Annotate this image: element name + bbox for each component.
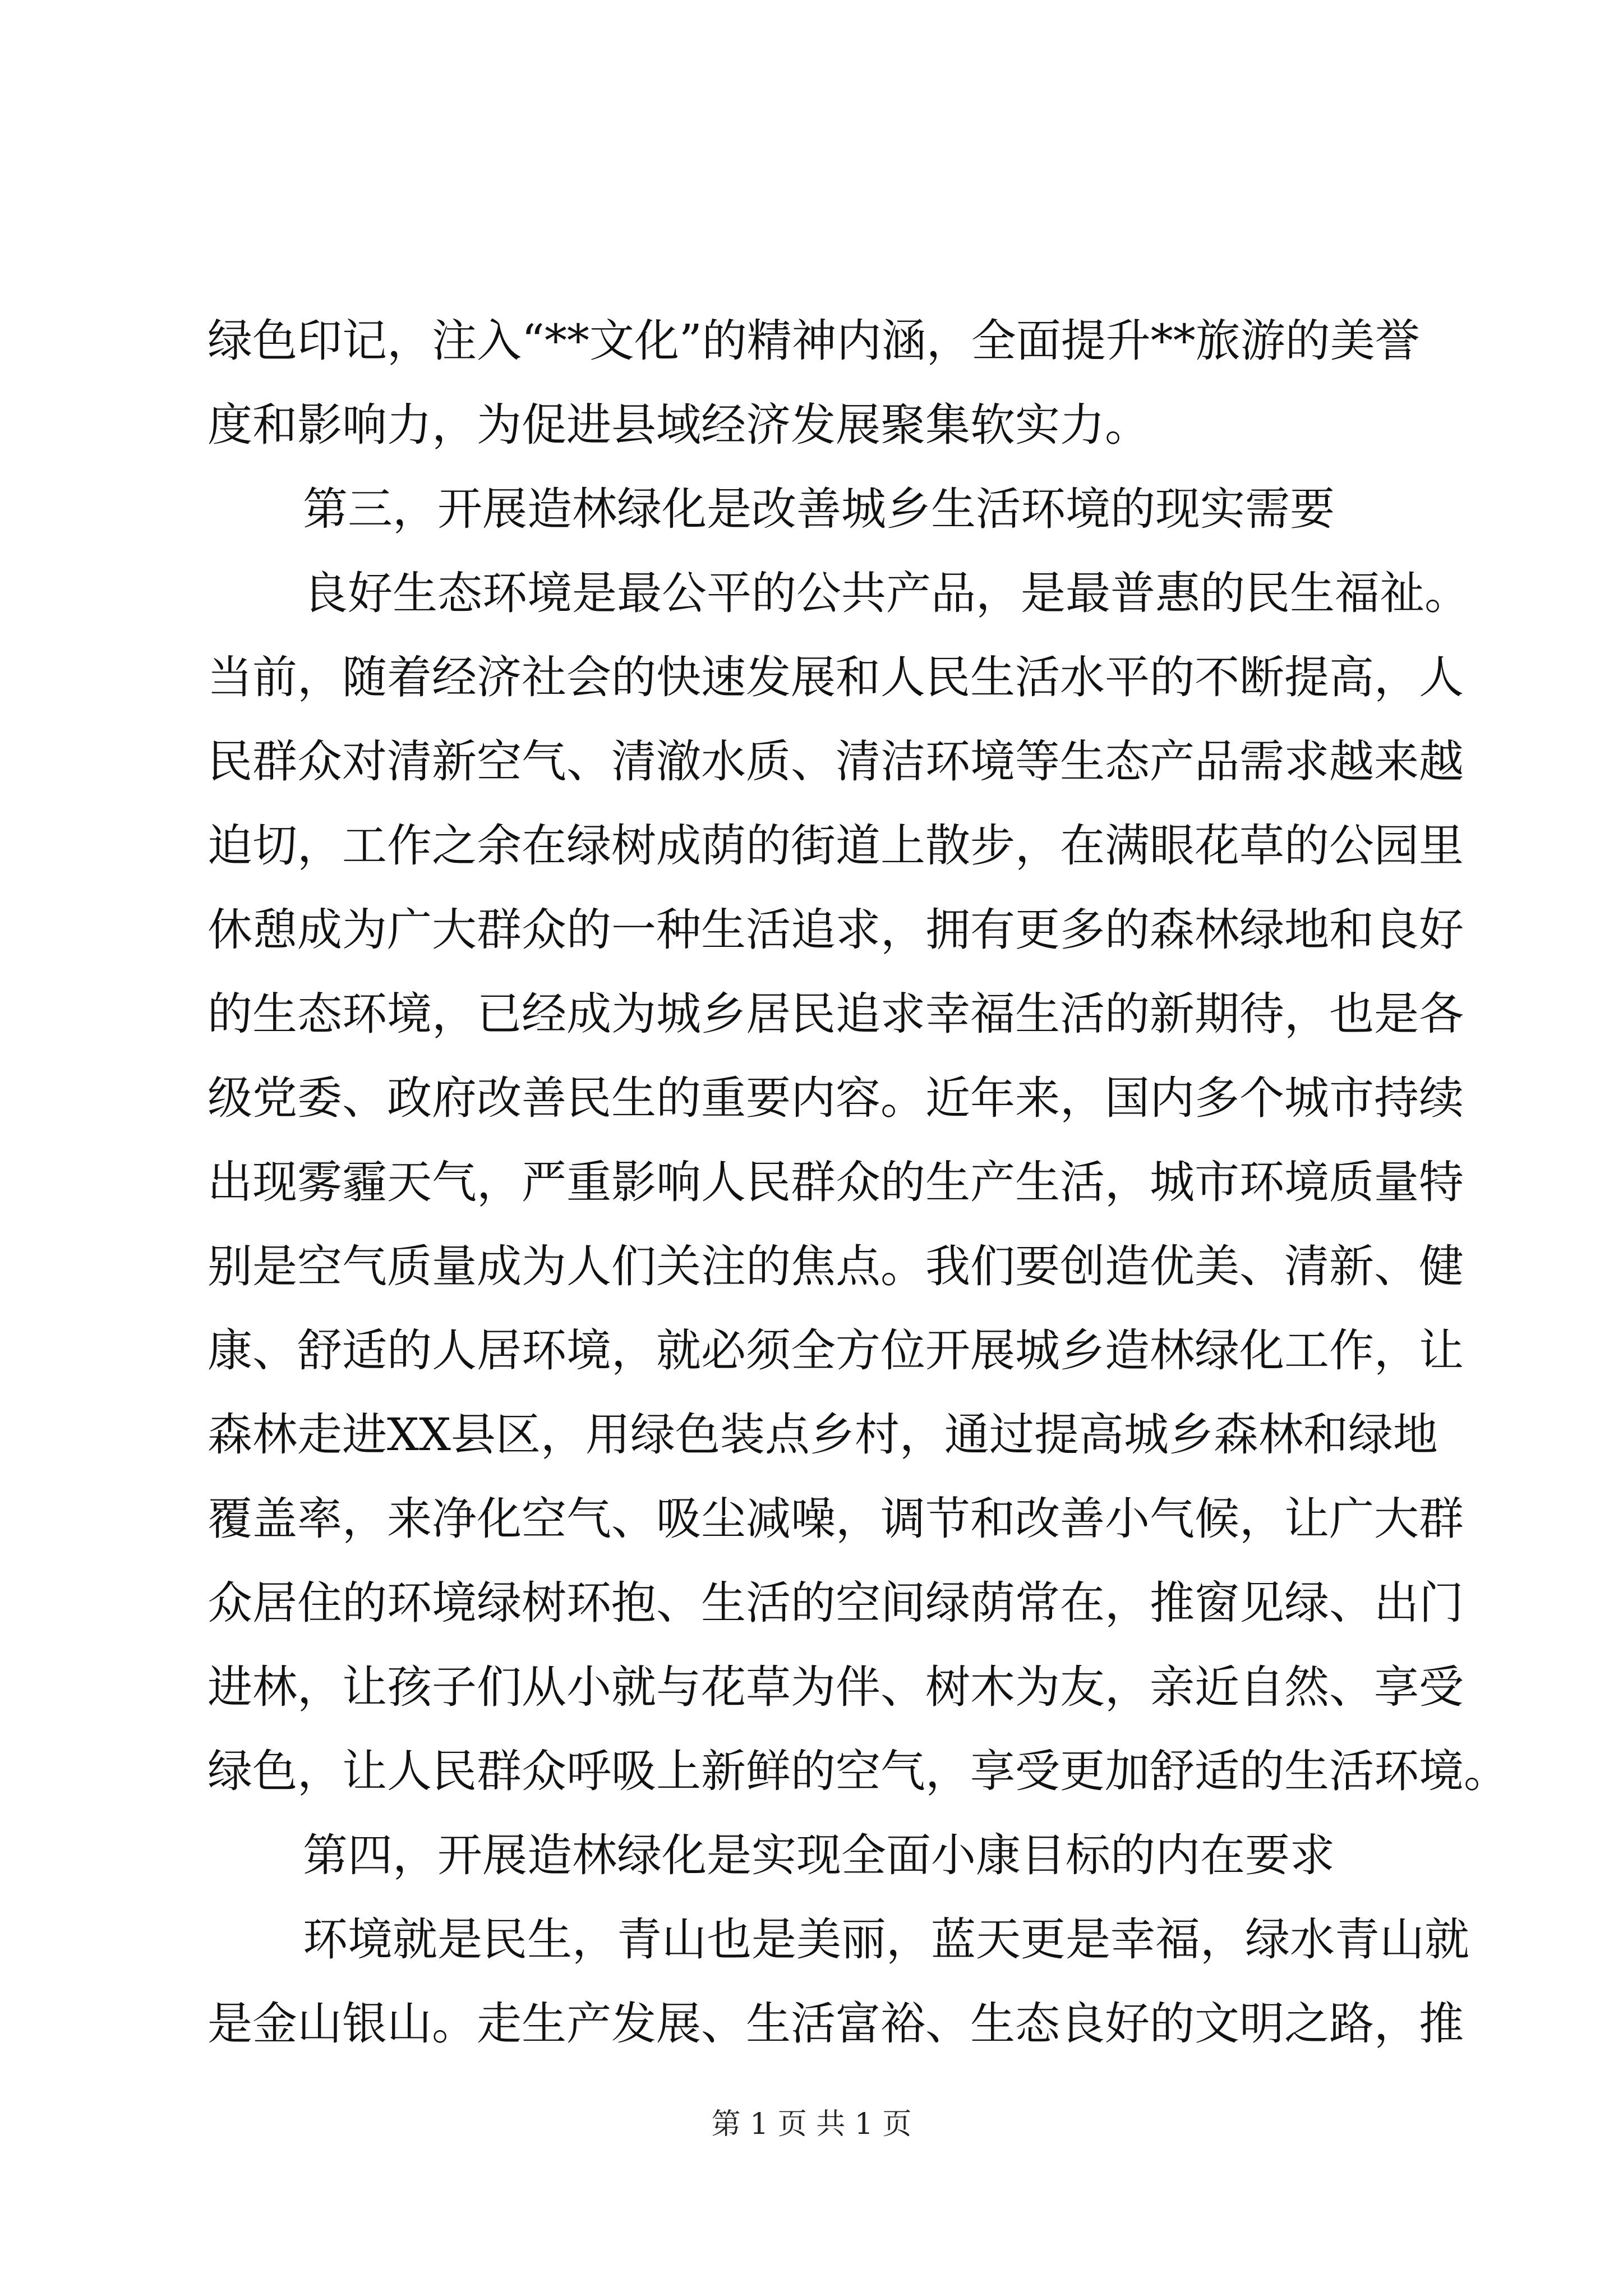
body-text-line: 的生态环境，已经成为城乡居民追求幸福生活的新期待，也是各 [208,988,1464,1040]
body-text-line: 级党委、政府改善民生的重要内容。近年来，国内多个城市持续 [208,1072,1464,1124]
body-text-line: 休憩成为广大群众的一种生活追求，拥有更多的森林绿地和良好 [208,904,1464,956]
section-heading: 第四，开展造林绿化是实现全面小康目标的内在要求 [303,1829,1335,1881]
body-text-line: 森林走进XX县区，用绿色装点乡村，通过提高城乡森林和绿地 [208,1409,1438,1461]
body-text-line: 覆盖率，来净化空气、吸尘减噪，调节和改善小气候，让广大群 [208,1493,1464,1545]
body-text-line: 康、舒适的人居环境，就必须全方位开展城乡造林绿化工作，让 [208,1324,1464,1377]
page-footer: 第 1 页 共 1 页 [711,2108,912,2141]
body-text-line: 迫切，工作之余在绿树成荫的街道上散步，在满眼花草的公园里 [208,820,1464,872]
body-text-line: 民群众对清新空气、清澈水质、清洁环境等生态产品需求越来越 [208,735,1464,788]
body-text-line: 良好生态环境是最公平的公共产品，是最普惠的民生福祉。 [303,567,1469,619]
body-text-line: 众居住的环境绿树环抱、生活的空间绿荫常在，推窗见绿、出门 [208,1577,1464,1629]
section-heading: 第三，开展造林绿化是改善城乡生活环境的现实需要 [303,483,1335,535]
body-text-line: 进林，让孩子们从小就与花草为伴、树木为友，亲近自然、享受 [208,1661,1464,1713]
body-text-line: 绿色印记，注入“**文化”的精神内涵，全面提升**旅游的美誉 [208,315,1420,367]
body-text-line: 度和影响力，为促进县域经济发展聚集软实力。 [208,399,1150,451]
body-text-line: 绿色，让人民群众呼吸上新鲜的空气，享受更加舒适的生活环境。 [208,1745,1509,1797]
body-text-line: 环境就是民生，青山也是美丽，蓝天更是幸福，绿水青山就 [303,1913,1469,1966]
body-text-line: 别是空气质量成为人们关注的焦点。我们要创造优美、清新、健 [208,1240,1464,1292]
body-text-line: 当前，随着经济社会的快速发展和人民生活水平的不断提高，人 [208,651,1464,703]
body-text-line: 是金山银山。走生产发展、生活富裕、生态良好的文明之路，推 [208,1998,1464,2050]
body-text-line: 出现雾霾天气，严重影响人民群众的生产生活，城市环境质量特 [208,1156,1464,1208]
